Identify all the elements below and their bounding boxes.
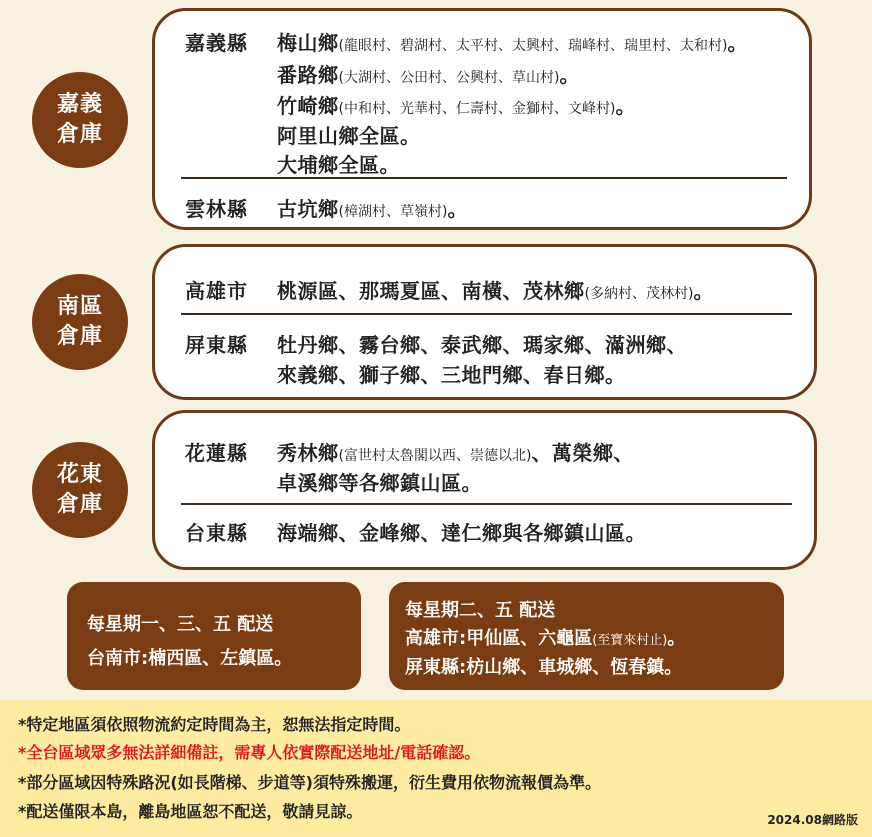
county-yunlin: 雲林縣 (185, 197, 248, 221)
county-hualien: 花蓮縣 (185, 441, 248, 465)
notes-panel (0, 700, 872, 837)
county-chiayi: 嘉義縣 (185, 31, 248, 55)
note-item-warning: *全台區域眾多無法詳細備註，需專人依實際配送地址/電話確認。 (18, 743, 481, 762)
warehouse-panel-huadong (152, 410, 817, 570)
note-item: *配送僅限本島，離島地區恕不配送，敬請見諒。 (18, 802, 363, 821)
badge-text: 倉庫 (56, 324, 103, 349)
warehouse-badge-chiayi (32, 72, 128, 168)
section-divider (181, 177, 787, 179)
area-line: 番路鄉(大湖村、公田村、公興村、草山村)。 (277, 63, 580, 87)
section-divider (181, 313, 792, 315)
area-line: 梅山鄉(龍眼村、碧湖村、太平村、太興村、瑞峰村、瑞里村、太和村)。 (277, 31, 748, 55)
version-label: 2024.08網路版 (767, 813, 858, 827)
note-item: *特定地區須依照物流約定時間為主，恕無法指定時間。 (18, 715, 411, 734)
warehouse-badge-south (32, 274, 128, 370)
schedule-areas: 高雄市:甲仙區、六龜區(至寶來村止)。 (405, 628, 686, 649)
badge-text: 倉庫 (56, 122, 103, 147)
badge-text: 嘉義 (56, 92, 103, 117)
schedule-areas: 屏東縣:枋山鄉、車城鄉、恆春鎮。 (405, 657, 683, 678)
section-divider (181, 503, 792, 505)
badge-text: 倉庫 (56, 492, 103, 517)
area-line: 桃源區、那瑪夏區、南橫、茂林鄉(多納村、茂林村)。 (277, 279, 714, 303)
schedule-days: 每星期一、三、五 配送 (87, 614, 274, 635)
county-kaohsiung: 高雄市 (185, 279, 248, 303)
badge-text: 南區 (56, 294, 103, 319)
warehouse-badge-huadong (32, 442, 128, 538)
area-line: 阿里山鄉全區。 (277, 124, 421, 148)
delivery-schedule-box (389, 582, 784, 690)
area-line: 古坑鄉(樟湖村、草嶺村)。 (277, 197, 468, 221)
schedule-days: 每星期二、五 配送 (405, 600, 556, 621)
area-line: 海端鄉、金峰鄉、達仁鄉與各鄉鎮山區。 (277, 521, 646, 545)
area-line: 卓溪鄉等各鄉鎮山區。 (277, 471, 482, 495)
county-taitung: 台東縣 (185, 521, 248, 545)
note-item: *部分區域因特殊路況(如長階梯、步道等)須特殊搬運，衍生費用依物流報價為準。 (18, 773, 601, 792)
area-line: 竹崎鄉(中和村、光華村、仁壽村、金獅村、文峰村)。 (277, 94, 636, 118)
schedule-areas: 台南市:楠西區、左鎮區。 (87, 648, 293, 669)
delivery-schedule-box (67, 582, 361, 690)
area-line: 牡丹鄉、霧台鄉、泰武鄉、瑪家鄉、滿洲鄉、 (277, 333, 687, 357)
area-line: 秀林鄉(富世村太魯閣以西、崇德以北)、萬榮鄉、 (277, 441, 634, 465)
badge-text: 花東 (56, 462, 103, 487)
warehouse-panel-south (152, 244, 817, 400)
area-line: 來義鄉、獅子鄉、三地門鄉、春日鄉。 (277, 363, 626, 387)
county-pingtung: 屏東縣 (185, 333, 248, 357)
area-line: 大埔鄉全區。 (277, 153, 400, 177)
warehouse-panel-chiayi (152, 8, 812, 230)
